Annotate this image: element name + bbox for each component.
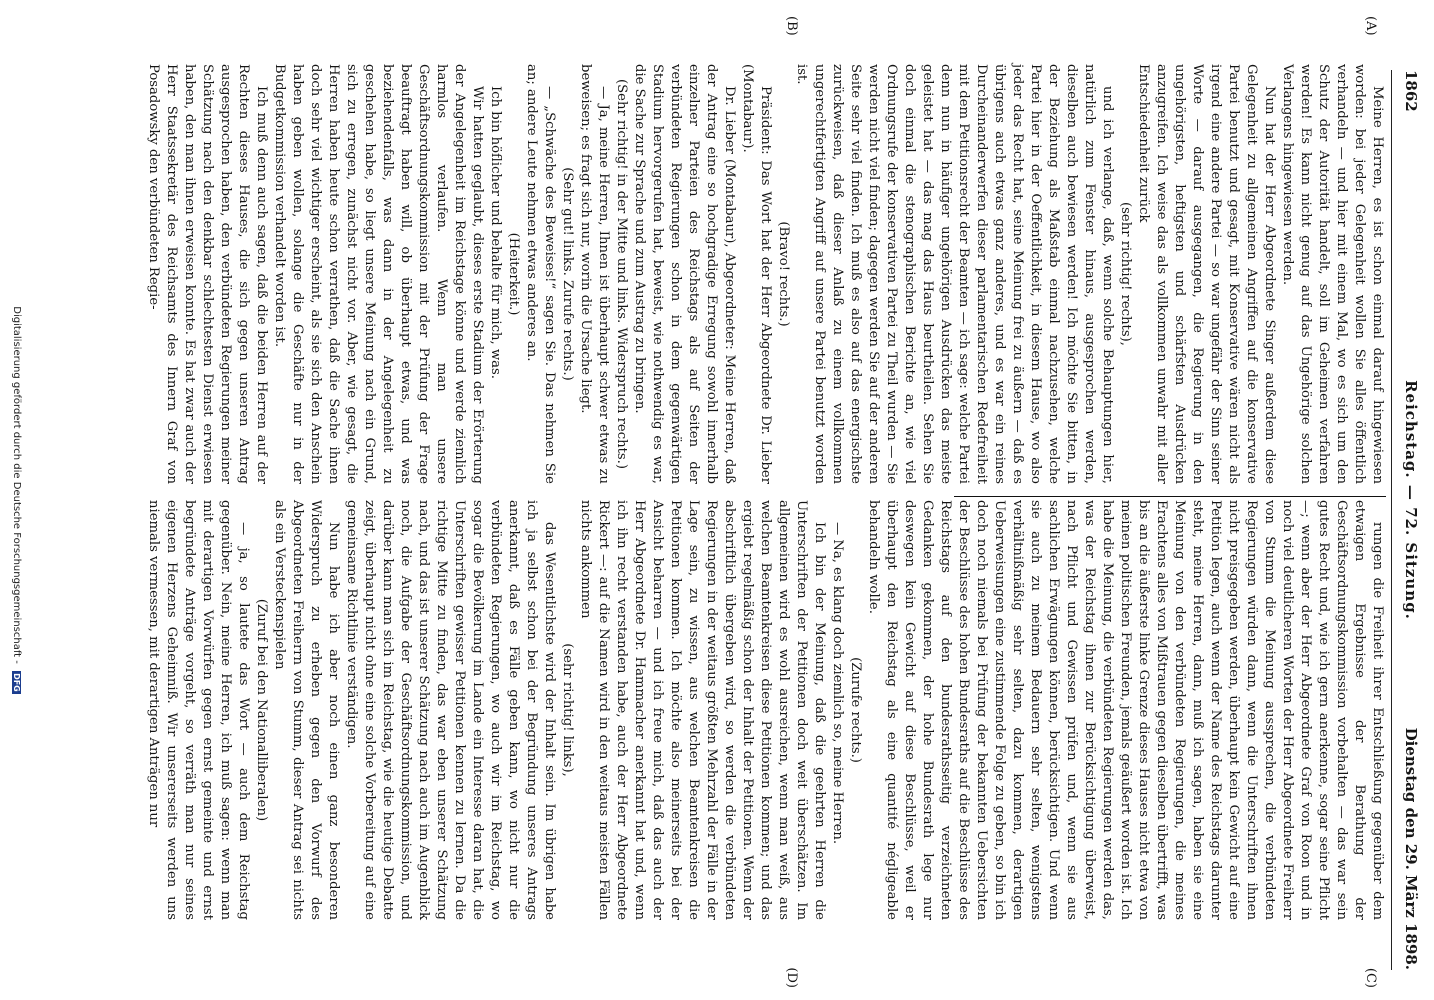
interjection: (sehr richtig! links),: [560, 643, 575, 777]
paragraph: Ich bin der Meinung, daß die geehrten Herren die Unterschriften der Petitionen doch weit überschätzen. Im allgemeinen wird es wohl ausreichen, wenn man weiß, aus welchen Beamtenkreisen diese Petitionen kommen; und das ergiebt regelmäßig schon der Inhalt der Petitionen. Wenn der abschriftlich übergeben wird, so werden die verbündeten Regierungen in der weitaus größten Mehrzahl der Fälle in der Lage sein, zu wissen, aus welchen Beamtenkreisen die Petitionen kommen. Ich möchte also meinerseits bei der Ansicht beharren — und ich freue mich, daß das auch der Herr Abgeordnete Dr. Hammacher anerkannt hat und, wenn ich ihn recht verstanden habe, auch der Herr Abgeordnete Rickert —: auf die Namen wird in den weitaus meisten Fällen nichts ankommen: [578, 500, 827, 920]
column-divider: [954, 496, 1386, 497]
margin-letter-a: (A): [1363, 16, 1378, 36]
paragraph: — Na, es klang doch ziemlich so, meine Herren.: [830, 522, 845, 845]
page-header: [1386, 10, 1426, 990]
paragraph: — Ja, meine Herren, Ihnen ist überhaupt schwer etwas zu beweisen; es fragt sich nur, worin die Ursache liegt.: [578, 64, 611, 484]
margin-letter-c: (C): [1363, 967, 1378, 988]
margin-letter-d: (D): [784, 967, 799, 988]
page-number: 1862: [1402, 70, 1420, 112]
paragraph: Dr. Lieber (Montabaur), Abgeordneter: Meine Herren, daß der Antrag eine so hochgradige Erregung sowohl innerhalb einzelner Parteien des Reichstags als auf Seiten der verbündeten Regierungen schon in dem gegenwärtigen Stadium hervorgerufen hat, beweist, wie nothwendig es war, die Sache zur Sprache und zum Austrag zu bringen.: [632, 64, 737, 484]
page-title: Reichstag. — 72. Sitzung.: [1402, 380, 1420, 620]
interjection: (Sehr gut! links. Zurufe rechts.): [560, 167, 575, 381]
paragraph: — ja, so lautete das Wort — auch dem Reichstag gegenüber. Nein, meine Herren, ich muß sagen: wenn man mit derartigen Vorwürfen gegen ernst gemeinte und ernst begründete Anträge vorgeht, so verräth man nur seines eigenen Herzens Geheimniß. Wir unsererseits werden uns niemals vermessen, mit derartigen Anträgen nur: [146, 500, 251, 920]
paragraph: — „Schwäche des Beweises!“ sagen Sie. Das nehmen Sie an; andere Leute nehmen etwas anderes an.: [524, 64, 557, 484]
paragraph: das Wesentlichste wird der Inhalt sein. Im übrigen habe ich ja selbst schon bei der Begründung unseres Antrags anerkannt, daß es Fälle geben kann, wo nicht nur die verbündeten Regierungen, wo auch wir im Reichstag, wo sogar die Bevölkerung im Lande ein Interesse daran hat, die Unterschriften gewisser Petitionen kennen zu lernen. Da die richtige Mitte zu finden, das war eben unserer Schätzung nach, und das ist unserer Schätzung nach auch im Augenblick noch, die Aufgabe der Geschäftsordnungskommission, und darüber kann man sich im Reichstag, wie die heutige Debatte zeigt, überhaupt nicht ohne eine solche Vorbereitung auf eine gemeinsame Richtlinie verständigen.: [344, 500, 557, 920]
session-date: Dienstag den 29. März 1898.: [1402, 727, 1420, 970]
margin-letter-b: (B): [784, 16, 799, 36]
digitization-note: [11, 0, 22, 1000]
digitization-text: Digitalisierung gefördert durch die Deutsche Forschungsgemeinschaft -: [11, 306, 22, 664]
paragraph: Nun hat der Herr Abgeordnete Singer außerdem diese Gelegenheit zu allgemeinen Angriffen auf die konservative Partei benutzt und gesagt, mit Konservative wären nicht als irgend eine andere Partei — so war ungefähr der Sinn seiner Worte — darauf ausgegangen, die Regierung in den ungehörigsten, heftigsten und schärfsten Ausdrücken anzugreifen. Ich weise das als vollkommen unwahr mit aller Entschiedenheit zurück: [1136, 64, 1277, 484]
interjection: (Heiterkeit.): [506, 232, 521, 316]
paragraph: Ich muß denn auch sagen, daß die beiden Herren auf der Rechten dieses Hauses, die sich gegen unseren Antrag ausgesprochen haben, den verbündeten Regierungen meiner Schätzung nach den denkbar schlechtesten Dienst erwiesen haben, den man ihnen erweisen konnte. Es hat zwar auch der Herr Staatssekretär des Reichsamts des Innern Graf von Posadowsky den verbündeten Regie-: [146, 64, 269, 484]
paragraph: Meine Herren, es ist schon einmal darauf hingewiesen worden: bei jeder Gelegenheit wollen Sie alles öffentlich verhandeln — und hier mit einem Mal, wo es sich um den Schutz der Autorität handelt, soll im Geheimen verfahren werden! Es kann nicht genug auf das Ungehörige solchen Verlangens hingewiesen werden.: [1280, 64, 1385, 484]
interjection: (Sehr richtig! in der Mitte und links. Widerspruch rechts.): [614, 78, 629, 470]
paragraph: Wir hatten geglaubt, dieses erste Stadium der Erörterung der Angelegenheit im Reichstage könne und werde ziemlich harmlos verlaufen. Wenn man unsere Geschäftsordnungskommission mit der Prüfung der Frage beauftragt haben will, ob überhaupt etwas, und was beziehendenfalls, was dann in der Angelegenheit zu geschehen habe, so liegt unsere Meinung nach ein Grund, sich zu erregen, zunächst nicht vor. Aber, wie gesagt, die Herren haben heute schon verrathen, daß die Sache ihnen doch sehr viel wichtiger erscheint, als sie sich den Anschein haben geben wollen, solange die Geschäfte nur in der Budgetkommission verhandelt worden ist.: [272, 64, 485, 484]
paragraph: und ich verlange, daß, wenn solche Behauptungen hier, natürlich zum Fenster hinaus, ausgesprochen werden, dieselben auch bewiesen werden! Ich möchte Sie bitten, in der Beziehung als Maßstab einmal nachzusehen, welche Partei hier in der Oeffentlichkeit, in diesem Hause, wo also jeder das Recht hat, seine Meinung frei zu äußern — daß es übrigens auch etwas ganz anderes, und es war ein reines Durcheinanderwerfen dieser parlamentarischen Redefreiheit mit dem Petitionsrecht der Beamten — ich sage: welche Partei denn nun in häufiger ungehörigen Ausdrücken das meiste geleistet hat — das mag das Haus beurtheilen. Sehen Sie doch einmal die stenographischen Berichte an, wie viel Ordnungsrufe der konservativen Partei zu Theil wurden — Sie werden nicht viel finden; dagegen werden Sie auf der anderen Seite sehr viel finden. Ich muß es also auf das energischste zurückweisen, daß dieser Anlaß zu einem vollkommen ungerechtfertigten Angriff auf unsere Partei benutzt worden ist.: [794, 64, 1115, 484]
dfg-logo: DFG: [12, 673, 21, 692]
paragraph: Ich bin höflicher und behalte für mich, was.: [488, 86, 503, 379]
paragraph: rungen die Freiheit ihrer Entschließung gegenüber dem etwaigen Ergebnisse der Berathung der Geschäftsordnungskommission vorbehalten — das war sein gutes Recht und, wie ich gern anerkenne, sogar seine Pflicht —; wenn aber der Herr Abgeordnete Graf von Roon und in noch viel deutlicheren Worten der Herr Abgeordnete Freiherr von Stumm die Meinung aussprechen, die verbündeten Regierungen würden dann, wenn die Unterschriften ihnen nicht preisgegeben werden, überhaupt kein Gewicht auf eine Petition legen, auch wenn der Name des Reichstags darunter steht, meine Herren, dann, muß ich sagen, haben sie eine Meinung von den verbündeten Regierungen, die meines Erachtens alles von Mißtrauen gegen dieselben übertrifft, was bis an die äußerste linke Grenze dieses Hauses nicht etwa von meinen politischen Freunden, jemals geäußert worden ist. Ich habe die Meinung, die verbündeten Regierungen werden das, was der Reichstag ihnen zur Berücksichtigung überweist, nach Pflicht und Gewissen prüfen und, wenn sie aus sachlichen Erwägungen können, berücksichtigen. Und wenn sie auch zu meinem Bedauern sehr selten, wenigstens verhältnißmäßig sehr selten, dazu kommen, derartigen Ueberweisungen eine zustimmende Folge zu geben, so bin ich doch noch niemals bei Prüfung der bekannten Uebersichten der Beschlüsse des hohen Bundesraths auf die Beschlüsse des Reichstags auf den bundesrathsseitig verzeichneten Gedanken gekommen, der hohe Bundesrath lege nur deswegen kein Gewicht auf diese Beschlüsse, weil er überhaupt den Reichstag als eine quantité négligeable behandeln wolle.: [866, 500, 1385, 920]
paragraph: Nun habe ich aber noch einen ganz besonderen Widerspruch zu erheben gegen den Vorwurf des Abgeordneten Freiherrn von Stumm, dieser Antrag sei nichts als ein Versteckenspielen: [272, 500, 341, 920]
interjection: (sehr richtig! rechts),: [1118, 202, 1133, 346]
header-rule: [1391, 70, 1392, 970]
interjection: (Zuruf bei den Nationalliberalen): [254, 598, 269, 822]
interjection: (Zurufe rechts.): [848, 657, 863, 763]
left-column: [144, 64, 1386, 484]
right-column: [144, 500, 1386, 920]
interjection: (Bravo! rechts.): [776, 221, 791, 327]
paragraph: Präsident: Das Wort hat der Herr Abgeordnete Dr. Lieber (Montabaur).: [740, 64, 773, 484]
